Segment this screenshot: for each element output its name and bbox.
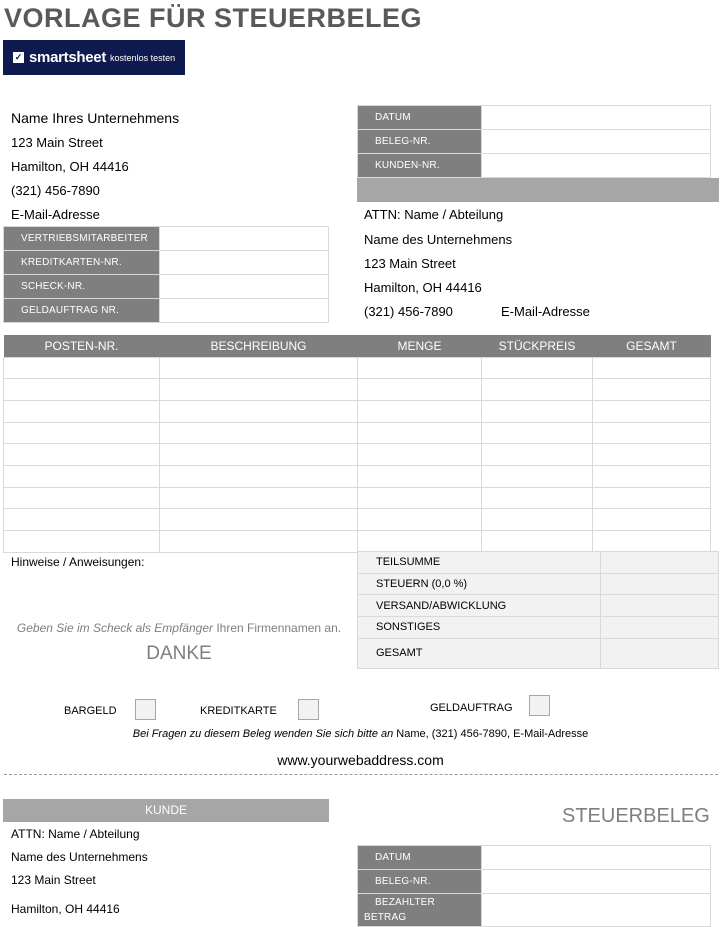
website-link[interactable]: www.yourwebaddress.com <box>277 752 444 768</box>
field-label: VERTRIEBSMITARBEITER <box>4 227 160 251</box>
cell-qty[interactable] <box>358 444 482 466</box>
credit-card-checkbox[interactable] <box>298 699 319 720</box>
contact-note-rest: Name, (321) 456-7890, E-Mail-Adresse <box>393 728 589 740</box>
cell-unit-price[interactable] <box>482 379 593 401</box>
contact-note-italic: Bei Fragen zu diesem Beleg wenden Sie sich bitte an <box>132 728 394 740</box>
check-box-icon: ✓ <box>14 52 23 62</box>
company-name[interactable]: Name Ihres Unternehmens <box>11 110 180 126</box>
cash-label: BARGELD <box>64 705 117 717</box>
cell-description[interactable] <box>160 465 358 487</box>
divider-band <box>357 178 719 202</box>
line-items-table <box>3 335 711 553</box>
recipient-company[interactable]: Name des Unternehmens <box>364 232 513 247</box>
cell-qty[interactable] <box>358 422 482 444</box>
recipient-street[interactable]: 123 Main Street <box>364 256 456 271</box>
cell-item-no[interactable] <box>4 487 160 509</box>
cell-item-no[interactable] <box>4 509 160 531</box>
cell-description[interactable] <box>160 357 358 379</box>
grand-total-value[interactable] <box>601 638 719 668</box>
cell-total[interactable] <box>593 531 711 553</box>
column-header: POSTEN-NR. <box>4 335 160 357</box>
totals-row <box>358 595 719 617</box>
cell-item-no[interactable] <box>4 465 160 487</box>
cell-unit-price[interactable] <box>482 465 593 487</box>
table-row <box>4 357 711 379</box>
field-row <box>358 870 711 894</box>
table-row <box>4 531 711 553</box>
cell-unit-price[interactable] <box>482 487 593 509</box>
field-label: GELDAUFTRAG NR. <box>4 299 160 323</box>
totals-label: STEUERN (0,0 %) <box>358 573 601 595</box>
field-label: DATUM <box>358 846 482 870</box>
totals-label: VERSAND/ABWICKLUNG <box>358 595 601 617</box>
cell-total[interactable] <box>593 509 711 531</box>
check-payee-note <box>0 621 358 635</box>
totals-label: GESAMT <box>358 638 601 668</box>
field-row <box>358 106 711 130</box>
contact-note <box>0 728 721 740</box>
credit-card-input[interactable] <box>160 251 329 275</box>
field-row <box>4 275 329 299</box>
field-row <box>358 894 711 927</box>
money-order-label: GELDAUFTRAG <box>430 702 513 714</box>
totals-row <box>358 638 719 668</box>
note-italic: Geben Sie im Scheck als Empfänger <box>16 621 214 635</box>
recipient-attn[interactable]: ATTN: Name / Abteilung <box>364 207 504 222</box>
field-label: DATUM <box>358 106 482 130</box>
cell-qty[interactable] <box>358 531 482 553</box>
cell-unit-price[interactable] <box>482 422 593 444</box>
customer-header: KUNDE <box>3 799 329 822</box>
totals-row <box>358 617 719 639</box>
company-street[interactable]: 123 Main Street <box>11 135 103 150</box>
stub-date-input[interactable] <box>482 846 711 870</box>
table-row <box>4 509 711 531</box>
other-value[interactable] <box>601 617 719 639</box>
field-row <box>358 846 711 870</box>
credit-card-label: KREDITKARTE <box>200 705 277 717</box>
company-phone[interactable]: (321) 456-7890 <box>11 183 100 198</box>
recipient-city[interactable]: Hamilton, OH 44416 <box>364 280 482 295</box>
cell-description[interactable] <box>160 487 358 509</box>
table-row <box>4 379 711 401</box>
field-label: BELEG-NR. <box>358 870 482 894</box>
field-label: BELEG-NR. <box>358 130 482 154</box>
page-title: VORLAGE FÜR STEUERBELEG <box>4 3 423 33</box>
table-header-row <box>4 335 711 357</box>
column-header: BESCHREIBUNG <box>160 335 358 357</box>
company-email[interactable]: E-Mail-Adresse <box>11 207 100 222</box>
field-row <box>4 251 329 275</box>
smartsheet-logo-button[interactable] <box>3 40 185 75</box>
cell-total[interactable] <box>593 379 711 401</box>
customer-number-input[interactable] <box>482 154 711 178</box>
cell-qty[interactable] <box>358 400 482 422</box>
cell-unit-price[interactable] <box>482 444 593 466</box>
field-row <box>4 227 329 251</box>
cell-total[interactable] <box>593 422 711 444</box>
cell-description[interactable] <box>160 422 358 444</box>
column-header: GESAMT <box>593 335 711 357</box>
field-label: KREDITKARTEN-NR. <box>4 251 160 275</box>
date-input[interactable] <box>482 106 711 130</box>
cell-description[interactable] <box>160 379 358 401</box>
table-row <box>4 465 711 487</box>
stub-city[interactable]: Hamilton, OH 44416 <box>11 902 120 916</box>
field-row <box>4 299 329 323</box>
totals-label: SONSTIGES <box>358 617 601 639</box>
cell-item-no[interactable] <box>4 531 160 553</box>
receipt-number-input[interactable] <box>482 130 711 154</box>
receipt-info-table <box>357 105 711 178</box>
sales-rep-input[interactable] <box>160 227 329 251</box>
stub-info-table <box>357 845 711 927</box>
cell-item-no[interactable] <box>4 379 160 401</box>
cell-unit-price[interactable] <box>482 357 593 379</box>
cell-total[interactable] <box>593 487 711 509</box>
column-header: STÜCKPREIS <box>482 335 593 357</box>
column-header: MENGE <box>358 335 482 357</box>
cell-total[interactable] <box>593 357 711 379</box>
payment-info-table <box>3 226 329 323</box>
field-label: KUNDEN-NR. <box>358 154 482 178</box>
brand-name: smartsheet <box>29 49 107 66</box>
cell-unit-price[interactable] <box>482 400 593 422</box>
cash-checkbox[interactable] <box>135 699 156 720</box>
cell-item-no[interactable] <box>4 357 160 379</box>
cell-total[interactable] <box>593 465 711 487</box>
cell-unit-price[interactable] <box>482 531 593 553</box>
field-row <box>358 130 711 154</box>
totals-table <box>357 551 719 669</box>
recipient-email[interactable]: E-Mail-Adresse <box>501 304 590 319</box>
recipient-phone[interactable]: (321) 456-7890 <box>364 304 453 319</box>
label-line-2: BETRAG <box>364 912 407 923</box>
cell-description[interactable] <box>160 444 358 466</box>
thanks-text: DANKE <box>146 643 212 664</box>
notes-label: Hinweise / Anweisungen: <box>11 555 145 569</box>
subtotal-value[interactable] <box>601 552 719 574</box>
table-row <box>4 422 711 444</box>
stub-company[interactable]: Name des Unternehmens <box>11 850 148 864</box>
stub-street[interactable]: 123 Main Street <box>11 873 96 887</box>
cut-line-divider <box>4 774 718 775</box>
cell-item-no[interactable] <box>4 422 160 444</box>
money-order-checkbox[interactable] <box>529 695 550 716</box>
cell-item-no[interactable] <box>4 400 160 422</box>
cell-description[interactable] <box>160 531 358 553</box>
cell-qty[interactable] <box>358 487 482 509</box>
cell-qty[interactable] <box>358 379 482 401</box>
cell-total[interactable] <box>593 444 711 466</box>
totals-row <box>358 573 719 595</box>
cell-total[interactable] <box>593 400 711 422</box>
company-city[interactable]: Hamilton, OH 44416 <box>11 159 129 174</box>
cell-qty[interactable] <box>358 465 482 487</box>
cta-text: kostenlos testen <box>110 52 176 63</box>
cell-description[interactable] <box>160 509 358 531</box>
table-row <box>4 400 711 422</box>
field-row <box>358 154 711 178</box>
stub-receipt-number-input[interactable] <box>482 870 711 894</box>
check-number-input[interactable] <box>160 275 329 299</box>
field-label <box>358 894 482 927</box>
stub-attn[interactable]: ATTN: Name / Abteilung <box>11 827 140 841</box>
field-label: SCHECK-NR. <box>4 275 160 299</box>
cell-qty[interactable] <box>358 509 482 531</box>
note-rest: Ihren Firmennamen an. <box>213 621 342 635</box>
cell-unit-price[interactable] <box>482 509 593 531</box>
cell-description[interactable] <box>160 400 358 422</box>
shipping-value[interactable] <box>601 595 719 617</box>
totals-row <box>358 552 719 574</box>
label-line-1: BEZAHLTER <box>375 897 435 908</box>
stub-amount-paid-input[interactable] <box>482 894 711 927</box>
table-row <box>4 487 711 509</box>
totals-label: TEILSUMME <box>358 552 601 574</box>
tax-value[interactable] <box>601 573 719 595</box>
stub-title: STEUERBELEG <box>562 805 710 827</box>
cell-item-no[interactable] <box>4 444 160 466</box>
table-row <box>4 444 711 466</box>
cell-qty[interactable] <box>358 357 482 379</box>
money-order-input[interactable] <box>160 299 329 323</box>
